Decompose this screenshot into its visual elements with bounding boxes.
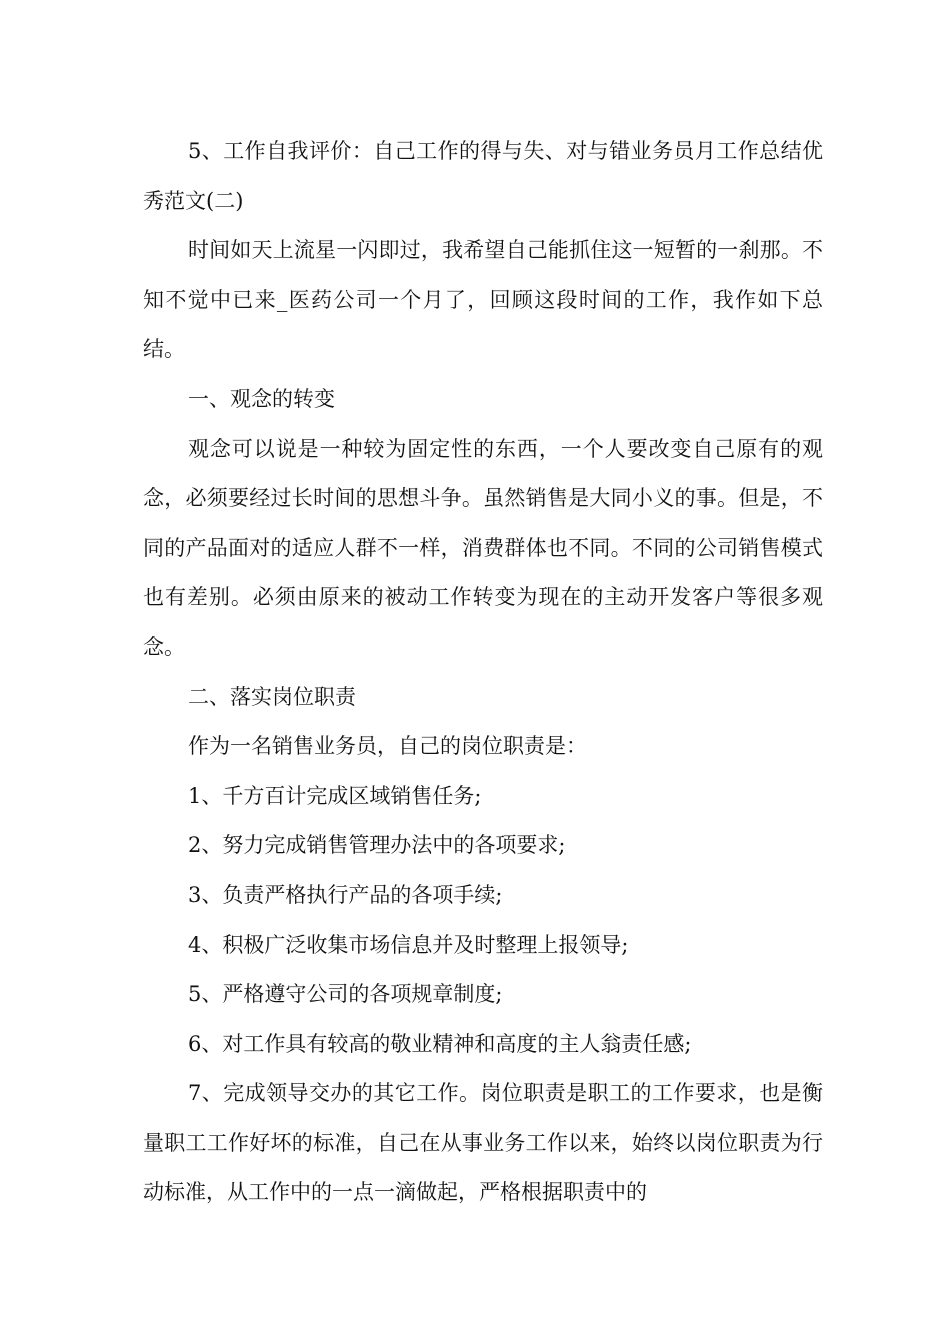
list-item-duty-6: 6、对工作具有较高的敬业精神和高度的主人翁责任感; xyxy=(188,1031,692,1056)
section-heading-concept-change: 一、观念的转变 xyxy=(188,386,335,411)
list-item-duty-4: 4、积极广泛收集市场信息并及时整理上报领导; xyxy=(188,932,629,957)
list-item-duty-1: 1、千方百计完成区域销售任务; xyxy=(188,783,482,808)
paragraph-duties-intro: 作为一名销售业务员，自己的岗位职责是： xyxy=(188,734,587,759)
list-item-duty-3: 3、负责严格执行产品的各项手续; xyxy=(188,882,503,907)
document-body xyxy=(143,127,823,1218)
paragraph-concept: 观念可以说是一种较为固定性的东西，一个人要改变自己原有的观念，必须要经过长时间的思想斗争。虽然销售是大同小义的事。但是，不同的产品面对的适应人群不一样，消费群体也不同。不同的公司销售模式也有差别。必须由原来的被动工作转变为现在的主动开发客户等很多观念。 xyxy=(143,436,823,659)
paragraph-title-line: 5、工作自我评价：自己工作的得与失、对与错业务员月工作总结优秀范文(二) xyxy=(143,139,823,213)
paragraph-intro: 时间如天上流星一闪即过，我希望自己能抓住这一短暂的一刹那。不知不觉中已来_医药公司一个月了，回顾这段时间的工作，我作如下总结。 xyxy=(143,238,823,362)
section-heading-job-duties: 二、落实岗位职责 xyxy=(188,684,356,709)
list-item-duty-2: 2、努力完成销售管理办法中的各项要求; xyxy=(188,833,566,858)
list-item-duty-7: 7、完成领导交办的其它工作。岗位职责是职工的工作要求，也是衡量职工工作好坏的标准，自己在从事业务工作以来，始终以岗位职责为行动标准，从工作中的一点一滴做起，严格根据职责中的 xyxy=(143,1081,823,1205)
list-item-duty-5: 5、严格遵守公司的各项规章制度; xyxy=(188,982,503,1007)
